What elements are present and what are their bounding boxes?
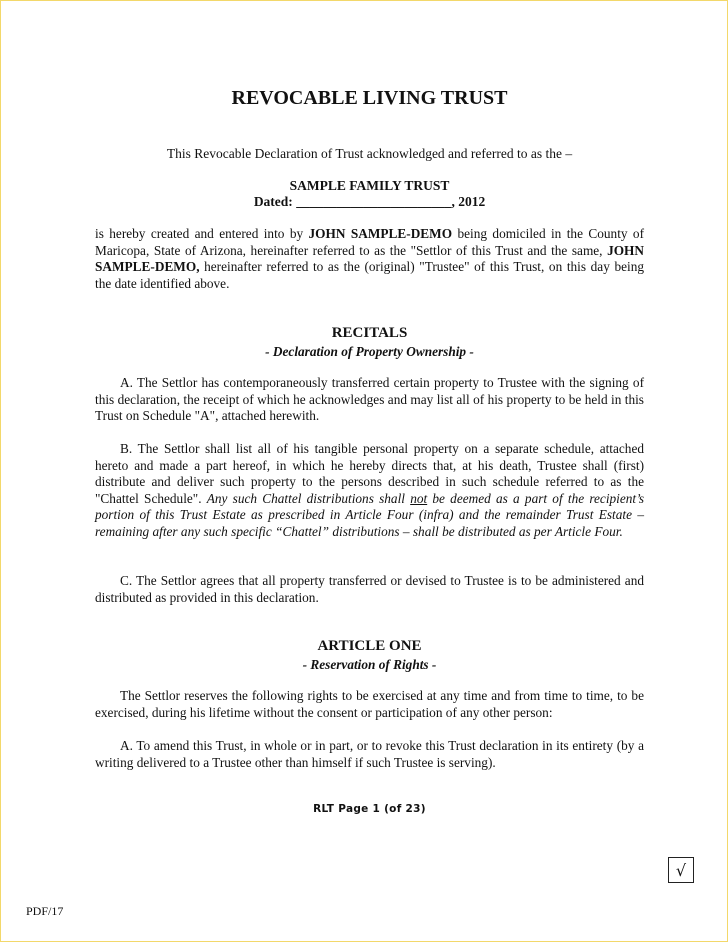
recital-b-text: B. The Settlor shall list all of his tangible personal property on a separate schedule, attached hereto and made a part hereof, in which he hereby directs that, at his death, Trustee shall (first) distribute and deliver such property to the persons described in such schedule referred to as the "Chattel Schedule". xyxy=(95,441,644,506)
recital-c: C. The Settlor agrees that all property transferred or devised to Trustee is to be administered and distributed as provided in this declaration. xyxy=(95,573,644,605)
document-title: REVOCABLE LIVING TRUST xyxy=(231,87,508,109)
trustee-name: JOHN SAMPLE-DEMO, xyxy=(95,242,644,274)
para1-text-c: hereinafter referred to as the (original) "Trustee" of this Trust, on this day being the date identified above. xyxy=(95,259,644,291)
pdf-label: PDF/17 xyxy=(26,904,64,918)
settlor-name: JOHN SAMPLE-DEMO xyxy=(308,226,453,241)
recital-b-italic-1: Any such Chattel distributions shall xyxy=(206,490,411,506)
recital-b xyxy=(95,441,644,540)
recitals-heading: RECITALS xyxy=(331,325,408,341)
checkmark-icon: √ xyxy=(675,860,687,880)
article-one-heading: ARTICLE ONE xyxy=(317,638,422,654)
article-one-subheading: - Reservation of Rights - xyxy=(302,657,437,672)
article-one-intro: The Settlor reserves the following rights to be exercised at any time and from time to time, to be exercised, during his lifetime without the consent or participation of any other person: xyxy=(95,688,644,720)
article-one-item-a: A. To amend this Trust, in whole or in part, or to revoke this Trust declaration in its entirety (by a writing delivered to a Trustee other than himself if such Trustee is serving). xyxy=(95,738,644,770)
intro-line: This Revocable Declaration of Trust acknowledged and referred to as the – xyxy=(166,146,573,161)
recital-b-italic-2: be deemed as a part of the recipient’s portion of this Trust Estate as prescribed in Article Four (infra) and the remainder Trust Estate – remaining after any such specific “Chattel” distributions – shall be distributed as per Article Four. xyxy=(95,490,644,539)
para1-text-a: is hereby created and entered into by xyxy=(95,226,309,241)
trust-name: SAMPLE FAMILY TRUST xyxy=(289,178,450,193)
recital-a: A. The Settlor has contemporaneously transferred certain property to Trustee with the signing of this declaration, the receipt of which he acknowledges and may list all of his property to be held in this Trust on Schedule "A", attached herewith. xyxy=(95,375,644,423)
page-number-footer: RLT Page 1 (of 23) xyxy=(313,803,426,815)
dated-label: Dated: xyxy=(253,194,293,209)
dated-year: , 2012 xyxy=(451,194,486,209)
check-box[interactable] xyxy=(668,857,694,883)
para1-text-b: being domiciled in the County of Maricopa, State of Arizona, hereinafter referred to as the "Settlor of this Trust and the same, xyxy=(95,226,645,258)
dated-blank: _______________________ xyxy=(296,194,452,209)
recitals-subheading: - Declaration of Property Ownership - xyxy=(265,344,474,359)
creation-paragraph xyxy=(95,226,644,292)
dated-line xyxy=(95,194,644,210)
recital-b-underline: not xyxy=(410,490,428,506)
